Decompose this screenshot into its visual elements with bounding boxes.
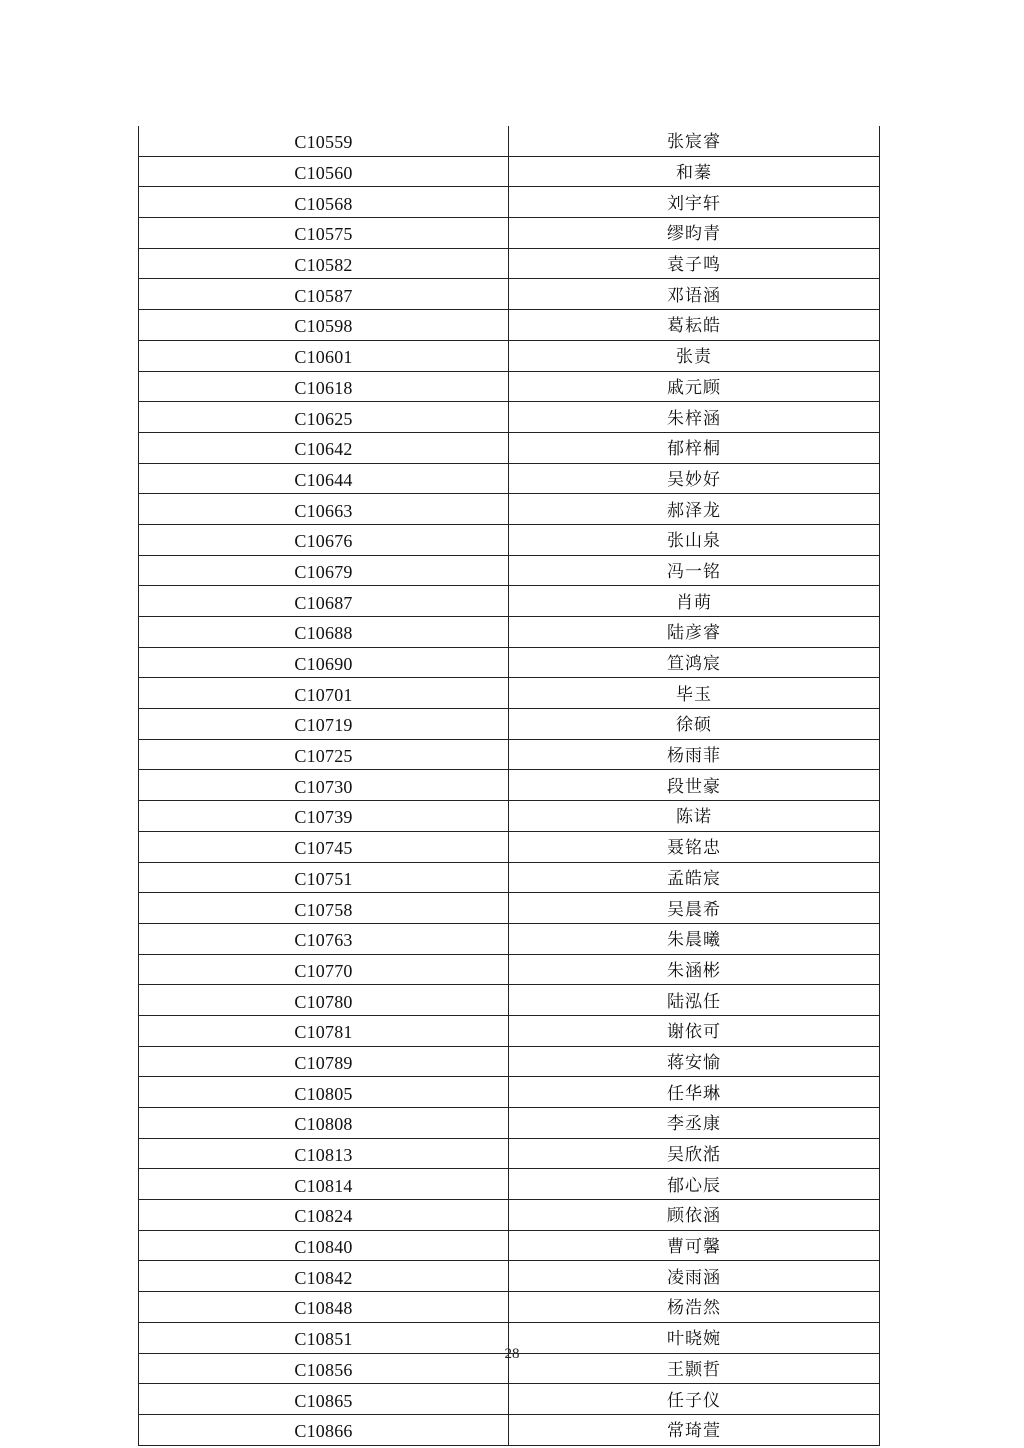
student-name-cell: 张宸睿 bbox=[509, 126, 880, 156]
table-row bbox=[139, 739, 880, 770]
student-name-cell: 和蓁 bbox=[509, 156, 880, 187]
table-row bbox=[139, 831, 880, 862]
student-name-cell: 朱晨曦 bbox=[509, 923, 880, 954]
student-name-cell: 王颢哲 bbox=[509, 1353, 880, 1384]
table-row bbox=[139, 524, 880, 555]
student-name-cell: 蒋安愉 bbox=[509, 1046, 880, 1077]
student-name-cell: 李丞康 bbox=[509, 1108, 880, 1139]
student-name-cell: 常琦萱 bbox=[509, 1414, 880, 1445]
student-id-cell: C10739 bbox=[139, 801, 509, 832]
student-name-cell: 毕玉 bbox=[509, 678, 880, 709]
table-row bbox=[139, 248, 880, 279]
student-id-cell: C10601 bbox=[139, 340, 509, 371]
table-row bbox=[139, 463, 880, 494]
student-name-cell: 缪昀青 bbox=[509, 218, 880, 249]
student-name-cell: 孟皓宸 bbox=[509, 862, 880, 893]
student-name-cell: 葛耘皓 bbox=[509, 310, 880, 341]
table-row bbox=[139, 1261, 880, 1292]
table-row bbox=[139, 1292, 880, 1323]
table-row bbox=[139, 340, 880, 371]
student-name-cell: 陈诺 bbox=[509, 801, 880, 832]
student-id-cell: C10789 bbox=[139, 1046, 509, 1077]
student-id-cell: C10625 bbox=[139, 402, 509, 433]
student-id-cell: C10856 bbox=[139, 1353, 509, 1384]
student-name-cell: 戚元顾 bbox=[509, 371, 880, 402]
student-id-cell: C10745 bbox=[139, 831, 509, 862]
student-id-cell: C10642 bbox=[139, 432, 509, 463]
student-id-cell: C10719 bbox=[139, 709, 509, 740]
student-name-cell: 郝泽龙 bbox=[509, 494, 880, 525]
student-name-cell: 袁子鸣 bbox=[509, 248, 880, 279]
table-row bbox=[139, 617, 880, 648]
student-name-cell: 凌雨涵 bbox=[509, 1261, 880, 1292]
student-id-cell: C10701 bbox=[139, 678, 509, 709]
student-id-cell: C10780 bbox=[139, 985, 509, 1016]
student-name-cell: 任华琳 bbox=[509, 1077, 880, 1108]
table-row bbox=[139, 432, 880, 463]
table-row bbox=[139, 1015, 880, 1046]
student-id-cell: C10587 bbox=[139, 279, 509, 310]
table-row bbox=[139, 923, 880, 954]
table-row bbox=[139, 218, 880, 249]
student-id-cell: C10824 bbox=[139, 1200, 509, 1231]
student-id-cell: C10814 bbox=[139, 1169, 509, 1200]
student-id-cell: C10848 bbox=[139, 1292, 509, 1323]
student-name-cell: 张山泉 bbox=[509, 524, 880, 555]
student-name-cell: 段世豪 bbox=[509, 770, 880, 801]
student-name-cell: 顾依涵 bbox=[509, 1200, 880, 1231]
student-id-cell: C10560 bbox=[139, 156, 509, 187]
student-name-cell: 吴欣湉 bbox=[509, 1138, 880, 1169]
student-name-cell: 冯一铭 bbox=[509, 555, 880, 586]
student-name-cell: 徐硕 bbox=[509, 709, 880, 740]
student-id-cell: C10751 bbox=[139, 862, 509, 893]
table-row bbox=[139, 156, 880, 187]
student-id-cell: C10763 bbox=[139, 923, 509, 954]
student-id-cell: C10866 bbox=[139, 1414, 509, 1445]
student-name-cell: 吴妙好 bbox=[509, 463, 880, 494]
student-id-cell: C10582 bbox=[139, 248, 509, 279]
table-row bbox=[139, 709, 880, 740]
student-name-cell: 朱梓涵 bbox=[509, 402, 880, 433]
student-id-cell: C10805 bbox=[139, 1077, 509, 1108]
student-id-cell: C10690 bbox=[139, 647, 509, 678]
student-id-cell: C10559 bbox=[139, 126, 509, 156]
student-id-cell: C10842 bbox=[139, 1261, 509, 1292]
table-row bbox=[139, 1169, 880, 1200]
student-name-cell: 陆泓任 bbox=[509, 985, 880, 1016]
table-row bbox=[139, 310, 880, 341]
table-row bbox=[139, 555, 880, 586]
student-name-cell: 郁梓桐 bbox=[509, 432, 880, 463]
table-row bbox=[139, 187, 880, 218]
student-id-cell: C10725 bbox=[139, 739, 509, 770]
student-name-cell: 谢依可 bbox=[509, 1015, 880, 1046]
student-id-cell: C10598 bbox=[139, 310, 509, 341]
table-row bbox=[139, 371, 880, 402]
student-name-cell: 陆彦睿 bbox=[509, 617, 880, 648]
student-id-cell: C10813 bbox=[139, 1138, 509, 1169]
student-id-cell: C10781 bbox=[139, 1015, 509, 1046]
table-row bbox=[139, 985, 880, 1016]
student-id-cell: C10618 bbox=[139, 371, 509, 402]
student-id-cell: C10676 bbox=[139, 524, 509, 555]
table-row bbox=[139, 862, 880, 893]
student-name-cell: 杨浩然 bbox=[509, 1292, 880, 1323]
student-name-cell: 叶晓婉 bbox=[509, 1322, 880, 1353]
student-id-cell: C10687 bbox=[139, 586, 509, 617]
student-name-cell: 肖萌 bbox=[509, 586, 880, 617]
roster-table bbox=[138, 126, 880, 1446]
table-row bbox=[139, 494, 880, 525]
student-id-cell: C10808 bbox=[139, 1108, 509, 1139]
table-row bbox=[139, 954, 880, 985]
table-row bbox=[139, 586, 880, 617]
student-id-cell: C10568 bbox=[139, 187, 509, 218]
student-id-cell: C10770 bbox=[139, 954, 509, 985]
student-name-cell: 曹可馨 bbox=[509, 1230, 880, 1261]
student-name-cell: 吴晨希 bbox=[509, 893, 880, 924]
table-row bbox=[139, 1108, 880, 1139]
student-id-cell: C10851 bbox=[139, 1322, 509, 1353]
table-row bbox=[139, 678, 880, 709]
table-row bbox=[139, 1077, 880, 1108]
student-name-cell: 朱涵彬 bbox=[509, 954, 880, 985]
student-id-cell: C10840 bbox=[139, 1230, 509, 1261]
student-name-cell: 杨雨菲 bbox=[509, 739, 880, 770]
table-row bbox=[139, 1200, 880, 1231]
table-row bbox=[139, 893, 880, 924]
table-row bbox=[139, 1230, 880, 1261]
table-row bbox=[139, 770, 880, 801]
table-row bbox=[139, 402, 880, 433]
student-id-cell: C10865 bbox=[139, 1384, 509, 1415]
student-name-cell: 聂铭忠 bbox=[509, 831, 880, 862]
table-row bbox=[139, 647, 880, 678]
table-row bbox=[139, 1414, 880, 1445]
table-row bbox=[139, 1046, 880, 1077]
student-id-cell: C10663 bbox=[139, 494, 509, 525]
student-id-cell: C10688 bbox=[139, 617, 509, 648]
table-row bbox=[139, 1384, 880, 1415]
student-id-cell: C10679 bbox=[139, 555, 509, 586]
roster-table-body bbox=[139, 126, 880, 1445]
table-row bbox=[139, 1138, 880, 1169]
student-id-cell: C10758 bbox=[139, 893, 509, 924]
student-name-cell: 郁心辰 bbox=[509, 1169, 880, 1200]
table-row bbox=[139, 801, 880, 832]
student-name-cell: 邓语涵 bbox=[509, 279, 880, 310]
student-name-cell: 刘宇轩 bbox=[509, 187, 880, 218]
student-id-cell: C10644 bbox=[139, 463, 509, 494]
student-id-cell: C10730 bbox=[139, 770, 509, 801]
table-row bbox=[139, 126, 880, 156]
student-name-cell: 张责 bbox=[509, 340, 880, 371]
page-number: 28 bbox=[504, 1346, 520, 1362]
student-id-cell: C10575 bbox=[139, 218, 509, 249]
student-name-cell: 任子仪 bbox=[509, 1384, 880, 1415]
table-row bbox=[139, 279, 880, 310]
student-name-cell: 笪鸿宸 bbox=[509, 647, 880, 678]
